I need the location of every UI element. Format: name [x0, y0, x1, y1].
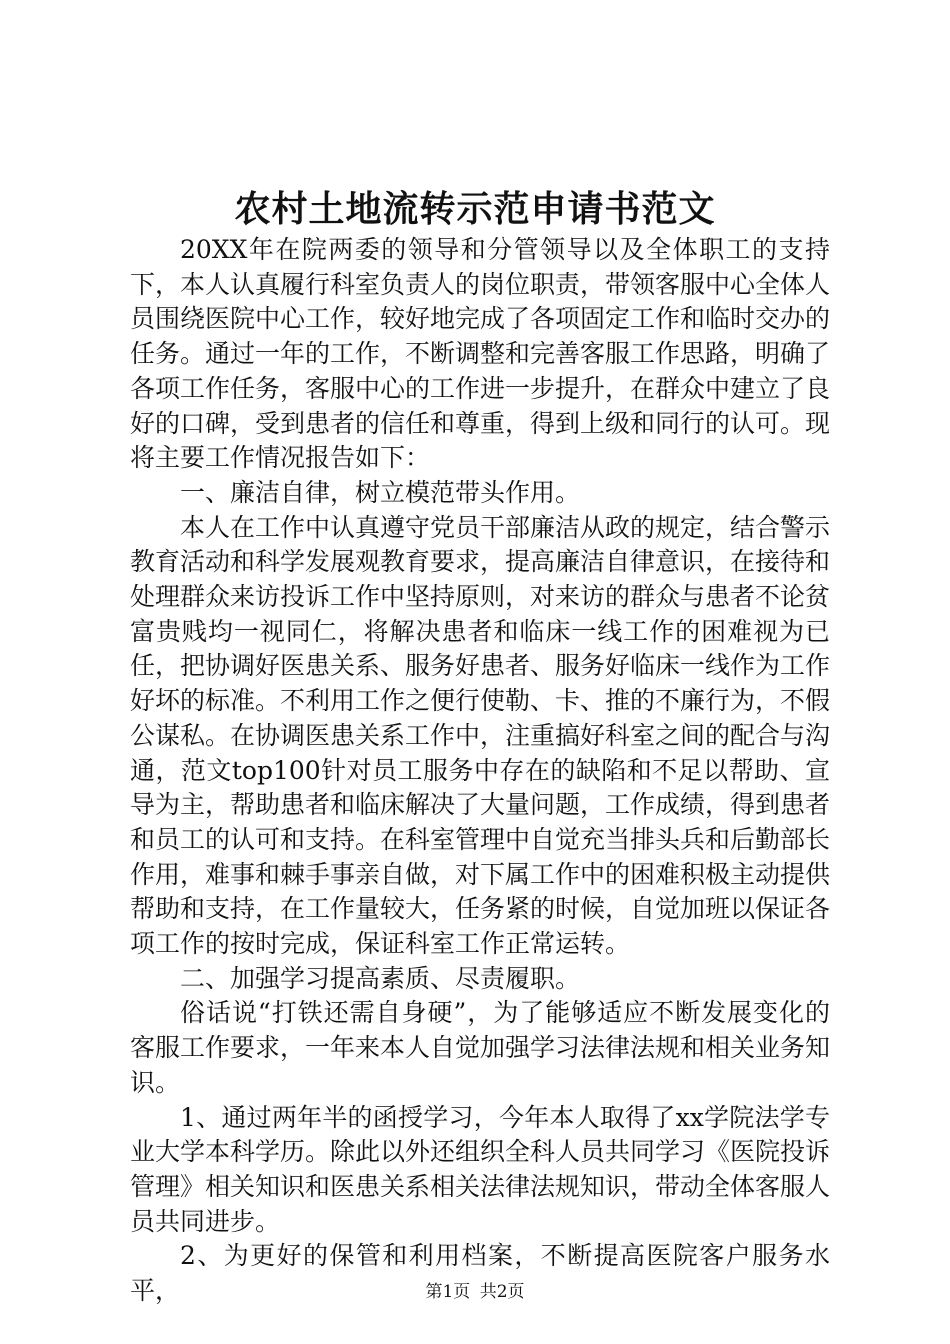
document-body	[130, 233, 830, 1309]
paragraph-section-1: 本人在工作中认真遵守党员干部廉洁从政的规定，结合警示教育活动和科学发展观教育要求，提高廉洁自律意识，在接待和处理群众来访投诉工作中坚持原则，对来访的群众与患者不论贫富贵贱均一视同仁，将解决患者和临床一线工作的困难视为已任，把协调好医患关系、服务好患者、服务好临床一线作为工作好坏的标准。不利用工作之便行使勒、卡、推的不廉行为，不假公谋私。在协调医患关系工作中，注重搞好科室之间的配合与沟通，范文top100针对员工服务中存在的缺陷和不足以帮助、宣导为主，帮助患者和临床解决了大量问题，工作成绩，得到患者和员工的认可和支持。在科室管理中自觉充当排头兵和后勤部长作用，难事和棘手事亲自做，对下属工作中的困难积极主动提供帮助和支持，在工作量较大，任务紧的时候，自觉加班以保证各项工作的按时完成，保证科室工作正常运转。	[130, 512, 831, 959]
section-heading-1: 一、廉洁自律，树立模范带头作用。	[180, 477, 581, 507]
page-total: 共2页	[479, 1282, 525, 1302]
paragraph-section-2: 俗话说“打铁还需自身硬”，为了能够适应不断发展变化的客服工作要求，一年来本人自觉加强学习法律法规和相关业务知识。	[130, 998, 831, 1097]
paragraph-intro: 20XX年在院两委的领导和分管领导以及全体职工的支持下，本人认真履行科室负责人的岗位职责，带领客服中心全体人员围绕医院中心工作，较好地完成了各项固定工作和临时交办的任务。通过一年的工作，不断调整和完善客服工作思路，明确了各项工作任务，客服中心的工作进一步提升，在群众中建立了良好的口碑，受到患者的信任和尊重，得到上级和同行的认可。现将主要工作情况报告如下：	[130, 235, 831, 473]
list-item-2: 2、为更好的保管和利用档案，不断提高医院客户服务水平，	[130, 1241, 830, 1306]
document-title: 农村土地流转示范申请书范文	[234, 188, 716, 230]
list-item-1: 1、通过两年半的函授学习，今年本人取得了xx学院法学专业大学本科学历。除此以外还组织全科人员共同学习《医院投诉管理》相关知识和医患关系相关法律法规知识，带动全体客服人员共同进步。	[130, 1102, 831, 1236]
page-number: 第1页	[425, 1282, 471, 1302]
section-heading-2: 二、加强学习提高素质、尽责履职。	[180, 963, 581, 993]
page-footer	[0, 1280, 950, 1304]
